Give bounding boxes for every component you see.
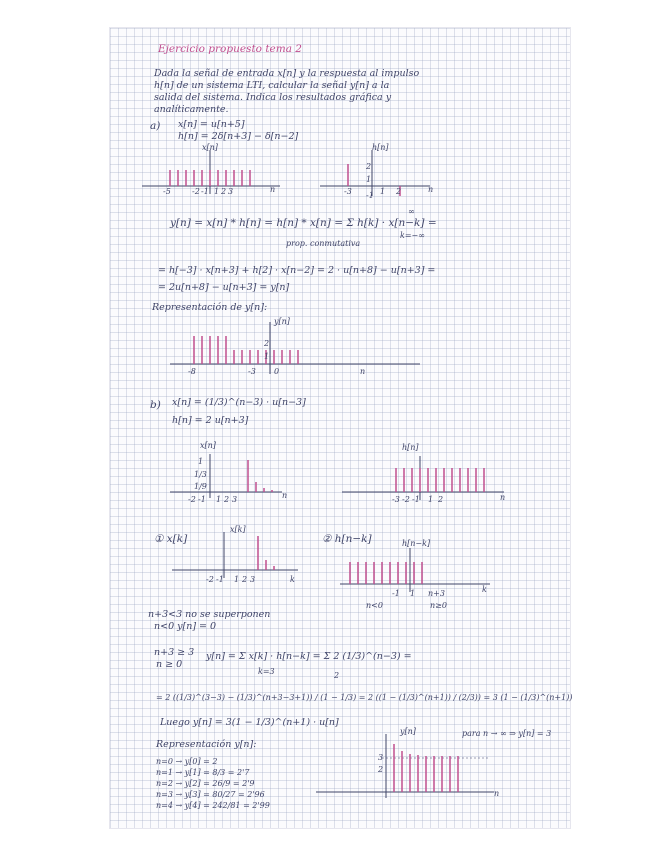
exercise-title: Ejercicio propuesto tema 2	[158, 43, 302, 55]
part-a-conv-line: y[n] = x[n] * h[n] = h[n] * x[n] = Σ h[k] · x[n−k] =	[170, 217, 437, 229]
part-a-y-tick-3: 0	[274, 367, 280, 376]
part-b-limit-note: para n → ∞ ⇒ y[n] = 3	[462, 729, 552, 738]
value-row-1: n=1 → y[1] = 8/3 = 2'7	[156, 768, 250, 777]
part-a-h-axis-n: n	[428, 185, 434, 194]
part-a-h-amp-2: 1	[366, 175, 372, 184]
step-4-under: 2	[334, 671, 340, 680]
step-1-tick-3: 1	[234, 575, 240, 584]
step-2-label: ② h[n−k]	[322, 533, 372, 545]
step-1-tick-2: -1	[216, 575, 224, 584]
notebook-page	[110, 28, 573, 828]
part-a-x-title: x[n]	[202, 143, 218, 152]
step-1-title: x[k]	[230, 525, 246, 534]
step-3-line-b: n<0 y[n] = 0	[154, 621, 217, 632]
part-b-rep-label: Representación y[n]:	[156, 739, 257, 750]
part-b-h-tick-1: -3	[392, 495, 400, 504]
part-a-y-axis-n: n	[360, 367, 366, 376]
part-a-rep-label: Representación de y[n]:	[152, 302, 268, 313]
part-a-y-plot	[170, 317, 430, 380]
part-a-line-2: = h[−3] · x[n+3] + h[2] · x[n−2] = 2 · u[n+8] − u[n+3] =	[158, 265, 436, 276]
step-1-label: ① x[k]	[154, 533, 188, 545]
part-b-x-tick-3: 1	[216, 495, 222, 504]
part-b-label: b)	[150, 399, 161, 411]
part-b-x-tick-5: 3	[232, 495, 238, 504]
part-b-x-tick-2: -1	[198, 495, 206, 504]
step-2-tick-2: 1	[410, 589, 416, 598]
step-2-right-note: n≥0	[430, 601, 447, 610]
part-a-x-axis-n: n	[270, 185, 276, 194]
value-row-4: n=4 → y[4] = 242/81 = 2'99	[156, 801, 270, 810]
step-4-sum: y[n] = Σ x[k] · h[n−k] = Σ 2 (1/3)^(n−3) =	[206, 651, 412, 662]
part-a-x-tick-4: 1	[214, 187, 220, 196]
part-a-label: a)	[150, 120, 161, 132]
value-row-0: n=0 → y[0] = 2	[156, 757, 218, 766]
value-row-2: n=2 → y[2] = 26/9 = 2'9	[156, 779, 255, 788]
part-a-note: prop. conmutativa	[286, 239, 361, 248]
step-1-tick-5: 3	[250, 575, 256, 584]
step-4-limits: k=3	[258, 667, 275, 676]
part-a-x-tick-6: 3	[228, 187, 234, 196]
part-b-h-tick-5: 2	[438, 495, 444, 504]
part-a-h-def: h[n] = 2δ[n+3] − δ[n−2]	[178, 131, 299, 142]
part-b-h-title: h[n]	[402, 443, 419, 452]
step-2-left-note: n<0	[366, 601, 383, 610]
part-b-h-tick-2: -2	[402, 495, 410, 504]
step-4-cond-a: n+3 ≥ 3	[154, 647, 195, 658]
step-2-title: h[n−k]	[402, 539, 431, 548]
part-a-h-title: h[n]	[372, 143, 389, 152]
part-a-sum-top: ∞	[408, 207, 415, 216]
part-b-h-axis-n: n	[500, 493, 506, 502]
step-4-cond-b: n ≥ 0	[156, 659, 183, 670]
part-a-h-tick-3: 2	[396, 187, 402, 196]
part-a-h-amp-3: -1	[366, 191, 374, 200]
part-a-h-amp-1: 2	[366, 162, 372, 171]
part-a-x-tick-2: -2	[192, 187, 200, 196]
part-a-h-tick-2: 1	[380, 187, 386, 196]
part-b-x-title: x[n]	[200, 441, 216, 450]
part-b-x-tick-4: 2	[224, 495, 230, 504]
part-a-y-tick-1: -8	[188, 367, 196, 376]
statement-line-1: Dada la señal de entrada x[n] y la respuesta al impulso	[154, 68, 420, 79]
part-a-line-3: = 2u[n+8] − u[n+3] = y[n]	[158, 282, 290, 293]
part-b-y-plot	[316, 732, 506, 804]
part-a-x-tick-5: 2	[221, 187, 227, 196]
part-b-result: Luego y[n] = 3(1 − 1/3)^(n+1) · u[n]	[160, 717, 339, 728]
statement-line-4: analíticamente.	[154, 104, 229, 115]
part-b-x-def: x[n] = (1/3)^(n−3) · u[n−3]	[172, 397, 306, 408]
statement-line-2: h[n] de un sistema LTI, calcular la señal y[n] a la	[154, 80, 390, 91]
part-b-x-amp-3: 1/9	[194, 482, 207, 491]
step-2-tick-3: n+3	[428, 589, 445, 598]
part-b-x-axis-n: n	[282, 491, 288, 500]
step-1-axis: k	[290, 575, 295, 584]
step-1-tick-1: -2	[206, 575, 214, 584]
step-1-tick-4: 2	[242, 575, 248, 584]
part-a-h-tick-1: -3	[344, 187, 352, 196]
step-2-axis: k	[482, 585, 487, 594]
part-b-h-tick-3: -1	[412, 495, 420, 504]
part-a-x-tick-3: -1	[201, 187, 209, 196]
part-b-x-tick-1: -2	[188, 495, 196, 504]
part-a-x-tick-1: -5	[163, 187, 171, 196]
part-a-y-amp-2: 1	[264, 352, 270, 361]
value-row-3: n=3 → y[3] = 80/27 = 2'96	[156, 790, 265, 799]
part-b-y-amp-1: 3	[378, 753, 384, 762]
part-b-h-def: h[n] = 2 u[n+3]	[172, 415, 249, 426]
part-a-y-tick-2: -3	[248, 367, 256, 376]
part-b-x-amp-1: 1	[198, 457, 204, 466]
statement-line-3: salida del sistema. Indica los resultados gráfica y	[154, 92, 392, 103]
part-b-h-plot	[342, 456, 512, 506]
step-2-tick-1: -1	[392, 589, 400, 598]
part-a-y-amp-1: 2	[264, 339, 270, 348]
part-a-x-def: x[n] = u[n+5]	[178, 119, 245, 130]
part-b-h-tick-4: 1	[428, 495, 434, 504]
part-a-y-title: y[n]	[274, 317, 290, 326]
step-5-line: = 2 ((1/3)^(3−3) − (1/3)^(n+3−3+1)) / (1 − 1/3) = 2 ((1 − (1/3)^(n+1)) / (2/3)) = 3 (1 − (1/3)^(n+1))	[156, 693, 573, 702]
step-2-plot	[340, 548, 500, 596]
part-a-sum-bottom: k=−∞	[400, 231, 425, 240]
part-b-x-amp-2: 1/3	[194, 470, 207, 479]
part-b-y-title: y[n]	[400, 727, 416, 736]
part-b-y-axis-n: n	[494, 789, 500, 798]
part-b-y-amp-2: 2	[378, 765, 384, 774]
step-3-line-a: n+3<3 no se superponen	[148, 609, 271, 620]
